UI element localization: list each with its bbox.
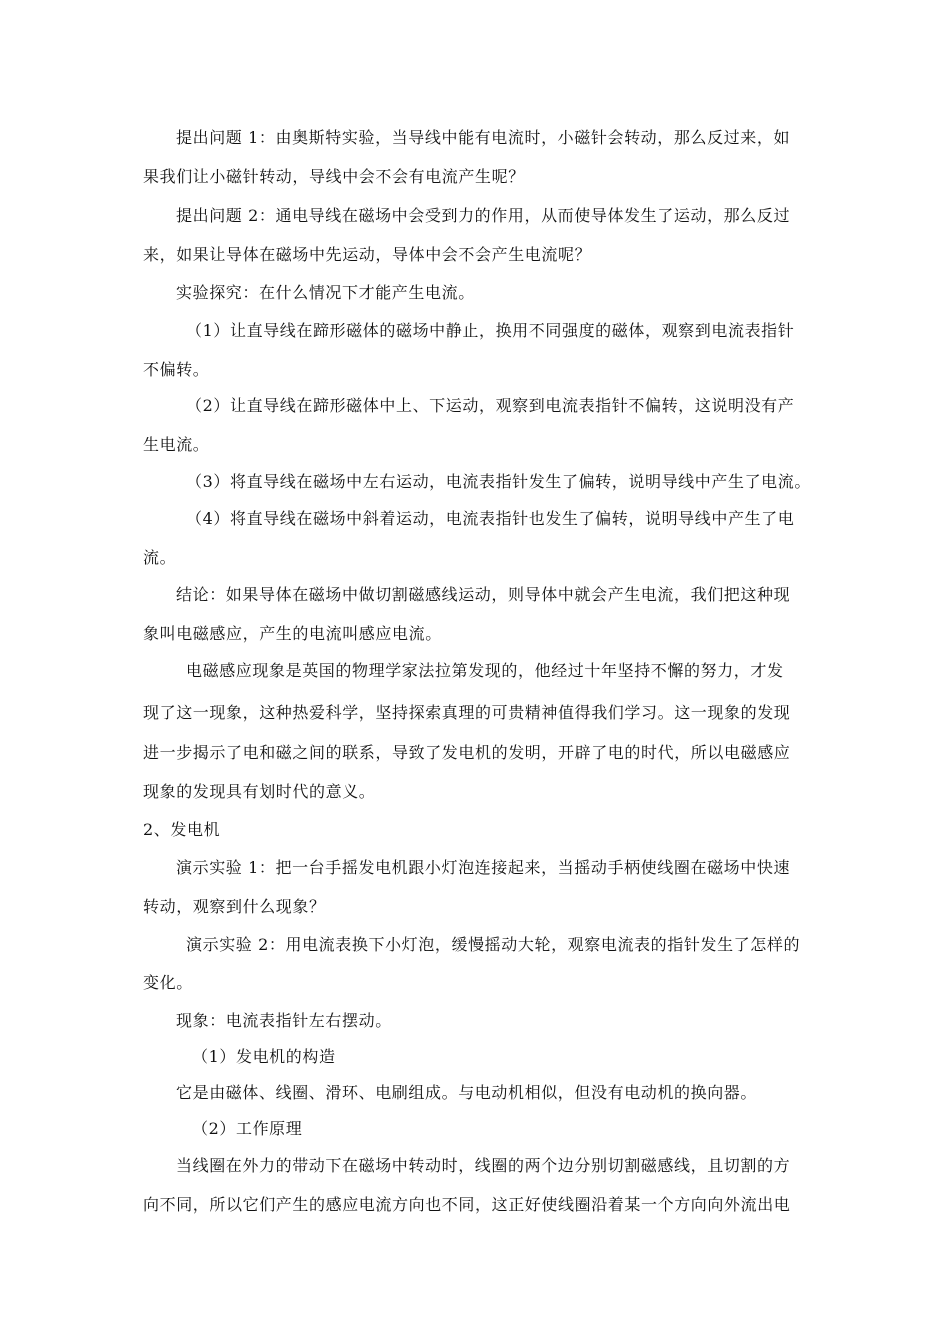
text-line: （1）让直导线在蹄形磁体的磁场中静止，换用不同强度的磁体，观察到电流表指针 bbox=[186, 321, 795, 340]
text-line: 生电流。 bbox=[143, 435, 210, 454]
text-line: （4）将直导线在磁场中斜着运动，电流表指针也发生了偏转，说明导线中产生了电 bbox=[186, 509, 795, 528]
text-line: 当线圈在外力的带动下在磁场中转动时，线圈的两个边分别切割磁感线，且切割的方 bbox=[176, 1156, 791, 1175]
text-line: 现象：电流表指针左右摆动。 bbox=[176, 1011, 392, 1030]
subheading: （2）工作原理 bbox=[192, 1119, 303, 1138]
text-line: 向不同，所以它们产生的感应电流方向也不同，这正好使线圈沿着某一个方向向外流出电 bbox=[143, 1195, 791, 1214]
section-heading: 2、发电机 bbox=[143, 820, 221, 839]
text-line: 现象的发现具有划时代的意义。 bbox=[143, 782, 376, 801]
text-line: 结论：如果导体在磁场中做切割磁感线运动，则导体中就会产生电流，我们把这种现 bbox=[176, 585, 791, 604]
text-line: 象叫电磁感应，产生的电流叫感应电流。 bbox=[143, 624, 442, 643]
text-line: （3）将直导线在磁场中左右运动，电流表指针发生了偏转，说明导线中产生了电流。 bbox=[186, 472, 811, 491]
text-line: （2）让直导线在蹄形磁体中上、下运动，观察到电流表指针不偏转，这说明没有产 bbox=[186, 396, 795, 415]
text-line: 演示实验 1：把一台手摇发电机跟小灯泡连接起来，当摇动手柄使线圈在磁场中快速 bbox=[176, 858, 791, 877]
text-line: 提出问题 2：通电导线在磁场中会受到力的作用，从而使导体发生了运动，那么反过 bbox=[176, 206, 791, 225]
text-line: 变化。 bbox=[143, 973, 193, 992]
text-line: 电磁感应现象是英国的物理学家法拉第发现的，他经过十年坚持不懈的努力，才发 bbox=[186, 661, 784, 680]
text-line: 提出问题 1：由奥斯特实验，当导线中能有电流时，小磁针会转动，那么反过来，如 bbox=[176, 128, 791, 147]
text-line: 演示实验 2：用电流表换下小灯泡，缓慢摇动大轮，观察电流表的指针发生了怎样的 bbox=[186, 935, 801, 954]
text-line: 果我们让小磁针转动，导线中会不会有电流产生呢？ bbox=[143, 167, 525, 186]
text-line: 转动，观察到什么现象？ bbox=[143, 897, 326, 916]
text-line: 来，如果让导体在磁场中先运动，导体中会不会产生电流呢？ bbox=[143, 245, 592, 264]
subheading: （1）发电机的构造 bbox=[192, 1047, 336, 1066]
text-line: 现了这一现象，这种热爱科学，坚持探索真理的可贵精神值得我们学习。这一现象的发现 bbox=[143, 703, 791, 722]
text-line: 不偏转。 bbox=[143, 360, 210, 379]
text-line: 实验探究：在什么情况下才能产生电流。 bbox=[176, 283, 475, 302]
text-line: 流。 bbox=[143, 548, 177, 567]
text-line: 它是由磁体、线圈、滑环、电刷组成。与电动机相似，但没有电动机的换向器。 bbox=[176, 1083, 758, 1102]
text-line: 进一步揭示了电和磁之间的联系，导致了发电机的发明，开辟了电的时代，所以电磁感应 bbox=[143, 743, 791, 762]
